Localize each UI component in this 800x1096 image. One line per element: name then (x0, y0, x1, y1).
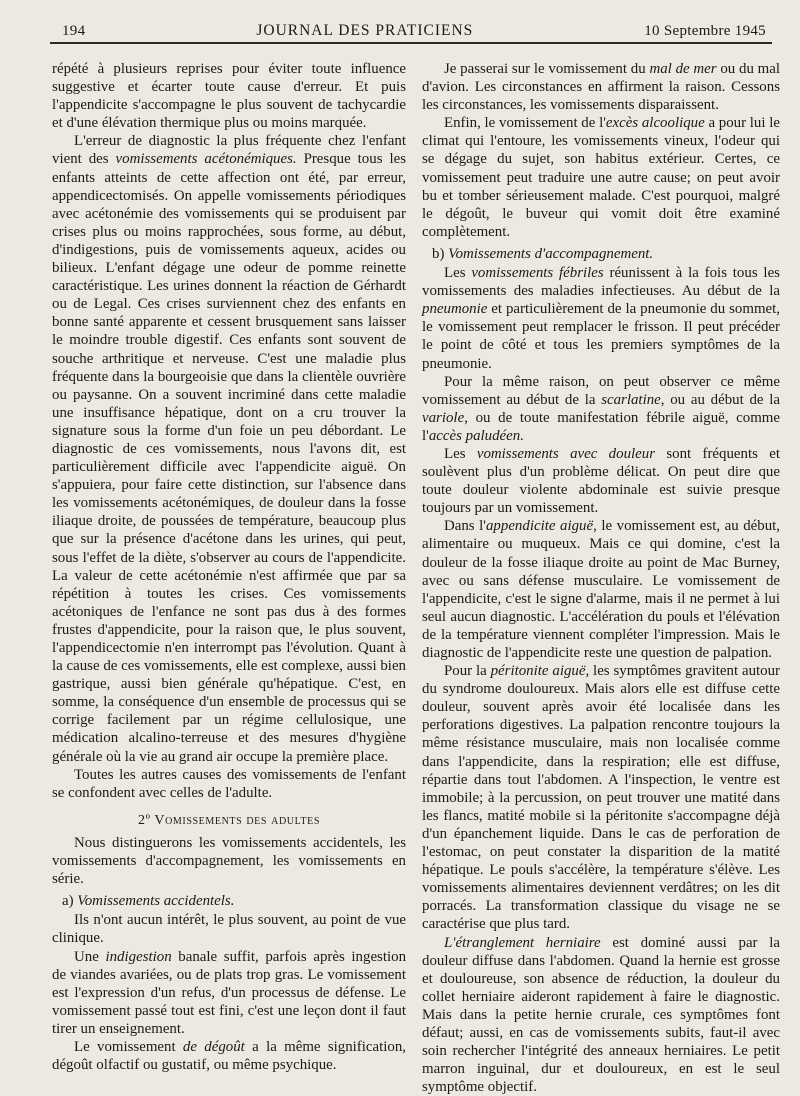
paragraph: Les vomissements avec douleur sont fréquents et soulèvent plus d'un problème délicat. On peut dire que toute douleur violente abdominale est suivie presque toujours par un vomissement. (422, 445, 780, 517)
paragraph: Pour la même raison, on peut observer ce même vomissement au début de la scarlatine, ou au début de la variole, ou de toute manifestation fébrile aiguë, comme l'accès paludéen. (422, 373, 780, 445)
paragraph: Toutes les autres causes des vomissements de l'enfant se confondent avec celles de l'adulte. (52, 766, 406, 802)
paragraph: Ils n'ont aucun intérêt, le plus souvent, au point de vue clinique. (52, 911, 406, 947)
paragraph: Je passerai sur le vomissement du mal de mer ou du mal d'avion. Les circonstances en affirment la raison. Cessons les circonstances, les vomissements disparaissent. (422, 60, 780, 114)
subsection-heading: a) Vomissements accidentels. (52, 892, 406, 910)
page-number: 194 (62, 23, 85, 40)
journal-title: JOURNAL DES PRATICIENS (256, 22, 473, 40)
subsection-heading: b) Vomissements d'accompagnement. (422, 245, 780, 263)
paragraph: Pour la péritonite aiguë, les symptômes gravitent autour du syndrome douloureux. Mais alors elle est diffuse cette douleur, souvent après avoir été localisée dans les perforations digestives. La palpation rencontre toujours la même résistance musculaire, mais non localisée comme dans l'appendicite, dans la respiration; elle est diffuse, répartie dans tout l'abdomen. A l'inspection, le ventre est immobile; à la percussion, on peut trouver une matité dans les flancs, matité mobile si la péritonite s'accompagne déjà d'un épanchement liquide. Dans le cas de perforation de l'estomac, on peut constater la disparition de la matité hépatique. Le pouls s'accélère, la température s'élève. Les vomissements alimentaires deviennent verdâtres; on les dit porracés. La transformation classique du visage ne se caractérise que plus tard. (422, 662, 780, 933)
left-column (52, 60, 406, 1074)
paragraph: Enfin, le vomissement de l'excès alcoolique a pour lui le climat qui l'entoure, les vomissements vineux, l'odeur qui se dégage du sujet, son habitus extérieur. Certes, ce vomissement peut traduire une autre cause; on peut avoir bu et tomber sérieusement malade. C'est pourquoi, malgré le dégoût, le buveur qui vomit doit être examiné complètement. (422, 114, 780, 241)
paragraph: Le vomissement de dégoût a la même signification, dégoût olfactif ou gustatif, ou même psychique. (52, 1038, 406, 1074)
paragraph: répété à plusieurs reprises pour éviter toute influence suggestive et écarter toute cause d'erreur. Et puis l'appendicite s'accompagne le plus souvent de tachycardie et d'une élévation thermique plus ou moins marquée. (52, 60, 406, 132)
page-header (62, 14, 766, 40)
right-column (422, 60, 780, 1096)
paragraph: Les vomissements fébriles réunissent à la fois tous les vomissements des maladies infectieuses. Au début de la pneumonie et particulièrement de la pneumonie du sommet, le vomissement peut remplacer le frisson. Il peut précéder le point de côté et tous les premiers symptômes de la pneumonie. (422, 264, 780, 373)
header-rule (50, 42, 772, 44)
issue-date: 10 Septembre 1945 (644, 23, 766, 40)
paragraph: Dans l'appendicite aiguë, le vomissement est, au début, alimentaire ou muqueux. Mais ce qui domine, c'est la douleur de la fosse iliaque droite au point de Mac Burney, avec ou sans défense musculaire. Le vomissement de l'appendicite, c'est le signe d'alarme, mais il ne permet à lui seul aucun diagnostic. L'accélération du pouls et l'élévation de la température viennent compléter l'impression. Mais le diagnostic de l'appendicite reste une question de palpation. (422, 517, 780, 662)
paragraph: L'étranglement herniaire est dominé aussi par la douleur diffuse dans l'abdomen. Quand la hernie est grosse et douloureuse, son absence de réduction, la douleur du collet herniaire aideront rapidement à faire le diagnostic. Mais dans la petite hernie crurale, ces symptômes font défaut; aussi, en cas de vomissements subits, faut-il avec soin rechercher l'intégrité des anneaux herniaires. Le petit marron inguinal, dur et douloureux, en est le seul symptôme objectif. (422, 934, 780, 1096)
paragraph: Nous distinguerons les vomissements accidentels, les vomissements d'accompagnement, les vomissements en série. (52, 834, 406, 888)
paragraph: L'erreur de diagnostic la plus fréquente chez l'enfant vient des vomissements acétonémiques. Presque tous les enfants atteints de cette affection ont été, par erreur, appendicectomisés. On appelle vomissements périodiques avec acétonémie des vomissements qui se produisent par crises plus ou moins rapprochées, sous forme, au début, d'indigestions, puis de vomissements aqueux, acides ou bilieux. L'enfant dégage une odeur de pomme reinette caractéristique. Les urines donnent la réaction de Gérhardt ou de Legal. Ces crises surviennent chez des enfants en bonne santé apparente et cessent brusquement sans laisser le moindre trouble digestif. Ces enfants sont souvent de souche arthritique et nerveuse. C'est une maladie plus fréquente dans la bourgeoisie que dans la clientèle ouvrière ou paysanne. On a souvent incriminé dans cette maladie une insuffisance hépatique, dont on a cru trouver la signature sous la forme d'un foie un peu débordant. Le diagnostic de ces vomissements, nous l'avons dit, est particulièrement difficile avec l'appendicite aiguë. On s'appuiera, pour faire cette distinction, sur l'absence dans les vomissements acétonémiques, de douleur dans la fosse iliaque droite, de poussées de température, beaucoup plus que sur la présence d'acétone dans les urines, qui peut, sous l'effet de la diète, s'observer au cours de l'appendicite. La valeur de cette acétonémie n'est affirmée que par sa répétition à toutes les crises. Ces vomissements acétoniques de l'enfance ne sont pas dus à des formes frustes d'appendicite, pour la raison que, le plus souvent, l'appendicectomie n'en interrompt pas l'évolution. Quant à la cause de ces vomissements, elle est complexe, aussi bien gastrique, aussi bien générale qu'hépatique. C'est, en somme, la conséquence d'un ensemble de processus qui se corrige facilement par un régime cellulosique, une médication alcalino-terreuse et des mesures d'hygiène générale où la vie au grand air occupe la première place. (52, 132, 406, 765)
section-heading: 2º Vomissements des adultes (52, 812, 406, 830)
paragraph: Une indigestion banale suffit, parfois après ingestion de viandes avariées, ou de plats trop gras. Le vomissement est l'expression d'un refus, d'un processus de défense. Le vomissement passé tout est fini, c'est une leçon dont il faut tirer un enseignement. (52, 948, 406, 1038)
